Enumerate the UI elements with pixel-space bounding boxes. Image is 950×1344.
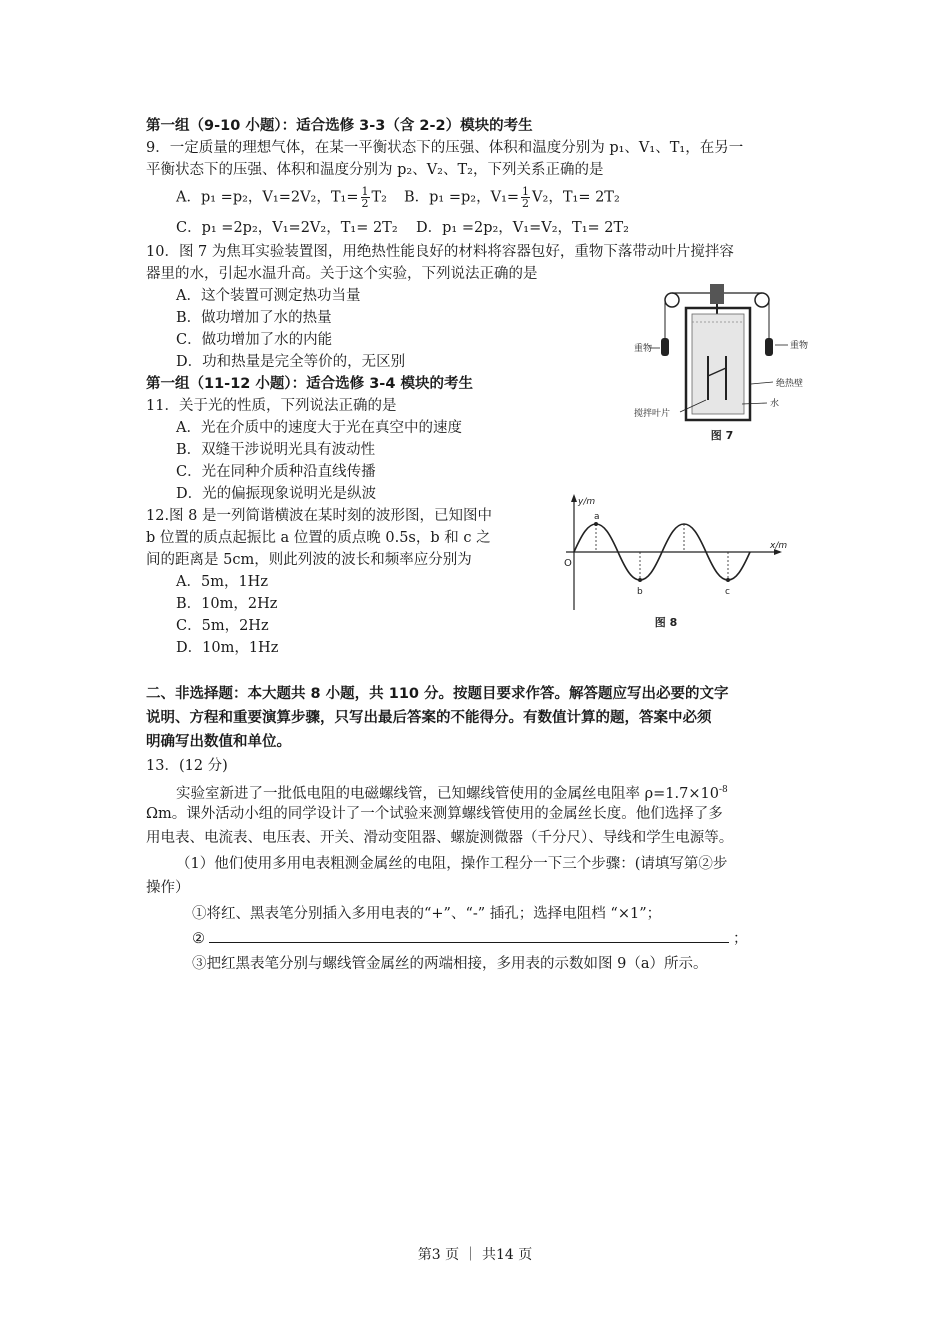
q13-step1: ①将红、黑表笔分别插入多用电表的“+”、“-” 插孔；选择电阻档 “×1”； <box>192 906 662 922</box>
q10-line2: 器里的水，引起水温升高。关于这个实验，下列说法正确的是 <box>146 266 538 282</box>
section2-line1: 二、非选择题：本大题共 8 小题，共 110 分。按题目要求作答。解答题应写出必要的文字 <box>146 686 729 702</box>
q10-option-c: C．做功增加了水的内能 <box>176 332 333 348</box>
q13-p1-line1: 实验室新进了一批低电阻的电磁螺线管，已知螺线管使用的金属丝电阻率 $\rho=1.7\times 10^{-8}$ <box>176 785 728 802</box>
point-b <box>638 578 642 582</box>
fraction-one-half: $\frac{1}{2}$ <box>361 185 369 210</box>
group2-heading: 第一组（11-12 小题）：适合选修 3-4 模块的考生 <box>146 376 473 392</box>
section2-line3: 明确写出数值和单位。 <box>146 734 291 750</box>
x-axis-label: x/m <box>770 541 788 551</box>
right-pulley <box>755 293 769 307</box>
fig7-caption: 图 7 <box>710 429 734 442</box>
left-pulley <box>665 293 679 307</box>
q12-line1: 12.图 8 是一列简谐横波在某时刻的波形图，已知图中 <box>146 508 493 524</box>
q12-option-d: D．10m，1Hz <box>176 640 279 656</box>
figure-8-wave-graph <box>544 492 788 634</box>
y-axis-label: y/m <box>578 497 596 507</box>
q10-option-b: B．做功增加了水的热量 <box>176 310 332 326</box>
q9-line2: 平衡状态下的压强、体积和温度分别为 p₂、V₂、T₂，下列关系正确的是 <box>146 162 604 178</box>
q12-option-b: B．10m，2Hz <box>176 596 278 612</box>
q11-option-b: B．双缝干涉说明光具有波动性 <box>176 442 376 458</box>
q11-option-a: A．光在介质中的速度大于光在真空中的速度 <box>176 420 462 436</box>
q9-option-c: C．p₁ =2p₂，V₁=2V₂，T₁= 2T₂ <box>176 220 398 236</box>
q11-option-d: D．光的偏振现象说明光是纵波 <box>176 486 377 502</box>
water <box>692 314 744 414</box>
fraction-one-half: $\frac{1}{2}$ <box>522 185 530 210</box>
label-blade: 搅拌叶片 <box>634 409 671 419</box>
fig8-caption: 图 8 <box>654 616 678 629</box>
q13-head: 13．(12 分) <box>146 758 228 774</box>
q11-stem: 11．关于光的性质，下列说法正确的是 <box>146 398 397 414</box>
label-water: 水 <box>770 399 780 409</box>
q10-option-a: A．这个装置可测定热功当量 <box>176 288 361 304</box>
label-wall: 绝热壁 <box>776 379 804 389</box>
q12-option-c: C．5m，2Hz <box>176 618 269 634</box>
spindle <box>710 284 724 304</box>
q13-p2-line1: （1）他们使用多用电表粗测金属丝的电阻，操作工程分一下三个步骤：(请填写第②步 <box>176 856 728 872</box>
q13-step3: ③把红黑表笔分别与螺线管金属丝的两端相接，多用表的示数如图 9（a）所示。 <box>192 956 708 972</box>
group1-heading: 第一组（9-10 小题）：适合选修 3-3（含 2-2）模块的考生 <box>146 118 533 134</box>
left-weight <box>661 338 669 356</box>
q9-option-d: D．p₁ =2p₂，V₁=V₂，T₁= 2T₂ <box>416 220 629 236</box>
q10-line1: 10．图 7 为焦耳实验装置图，用绝热性能良好的材料将容器包好，重物下落带动叶片搅拌容 <box>146 244 734 260</box>
q9-line1: 9．一定质量的理想气体，在某一平衡状态下的压强、体积和温度分别为 p₁、V₁、T₁，在另一 <box>146 140 744 156</box>
q12-line2: b 位置的质点起振比 a 位置的质点晚 0.5s，b 和 c 之 <box>146 530 491 546</box>
section2-line2: 说明、方程和重要演算步骤，只写出最后答案的不能得分。有数值计算的题，答案中必须 <box>146 710 712 726</box>
q11-option-c: C．光在同种介质种沿直线传播 <box>176 464 376 480</box>
q9-option-b: B．p₁ =p₂，V₁= $\frac{1}{2}$ V₂，T₁= 2T₂ <box>404 185 620 210</box>
q13-p1-line3: 用电表、电流表、电压表、开关、滑动变阻器、螺旋测微器（千分尺）、导线和学生电源等。 <box>146 830 734 846</box>
label-weight-left: 重物 <box>634 344 653 354</box>
label-c: c <box>725 587 730 597</box>
q13-p1-line2: Ωm。课外活动小组的同学设计了一个试验来测算螺线管使用的金属丝长度。他们选择了多 <box>146 806 723 822</box>
q12-option-a: A．5m，1Hz <box>176 574 268 590</box>
point-c <box>726 578 730 582</box>
right-weight <box>765 338 773 356</box>
q10-option-d: D．功和热量是完全等价的，无区别 <box>176 354 406 370</box>
q12-line3: 间的距离是 5cm，则此列波的波长和频率应分别为 <box>146 552 472 568</box>
page-footer: 第3 页 ｜ 共14 页 <box>417 1247 533 1263</box>
q13-step2: ② ； <box>192 928 748 949</box>
origin-label: O <box>564 558 572 569</box>
label-a: a <box>594 512 600 522</box>
point-a <box>594 522 598 526</box>
q13-p2-line2: 操作） <box>146 880 190 896</box>
answer-blank[interactable] <box>209 928 729 943</box>
label-b: b <box>637 587 643 597</box>
q9-option-a: A．p₁ =p₂，V₁=2V₂，T₁= $\frac{1}{2}$ T₂ <box>176 185 387 210</box>
figure-7-joule-apparatus <box>630 276 820 448</box>
label-weight-right: 重物 <box>790 341 809 351</box>
